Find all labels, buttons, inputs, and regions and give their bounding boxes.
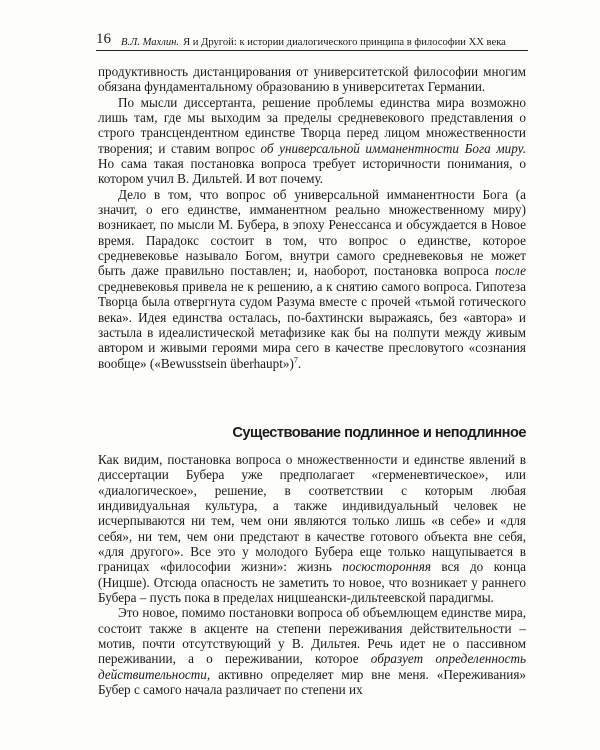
body-text-section-1 bbox=[98, 64, 526, 371]
paragraph-text: средневековья привела не к решению, а к снятию самого вопроса. Гипотеза Творца была отвергнута судом Разума вместе с прочей «тьмой готического века». Идея единства осталась, по-бахтински выражаясь, без «автора» и застыла в идеалистической метафизике как бы на полпути между живым автором и живыми героями мира сего в качестве пресловутого «сознания вообще» («Bewusstsein überhaupt») bbox=[98, 278, 526, 371]
footnote-marker: 7 bbox=[293, 355, 298, 365]
running-title bbox=[121, 37, 506, 48]
emphasis-text: образует определенность действительности, bbox=[98, 651, 526, 682]
emphasis-text: посюсторонняя bbox=[342, 559, 431, 575]
emphasis-text: после bbox=[495, 263, 526, 279]
paragraph-text: активно определяет мир вне меня. «Переживания» Бубер с самого начала различает по степени их bbox=[98, 666, 526, 698]
paragraph bbox=[98, 95, 526, 187]
paragraph-text: Это новое, помимо постановки вопроса об объемлющем единстве мира, состоит также в акценте на степени переживания действительности – мотив, почти отсутствующий у В. Дильтея. Речь идет не о пассивном переживании, а о переживании, которое bbox=[98, 605, 526, 667]
paragraph-text: Но сама такая постановка вопроса требует историчности понимания, о котором учил В. Дильтей. И вот почему. bbox=[98, 156, 526, 187]
running-head-author: В.Л. Махлин. bbox=[121, 37, 180, 48]
paragraph bbox=[98, 187, 526, 371]
paragraph bbox=[98, 452, 526, 605]
page-number: 16 bbox=[96, 31, 111, 47]
paragraph bbox=[98, 64, 526, 95]
running-head bbox=[96, 26, 528, 48]
body-text-section-2 bbox=[98, 452, 526, 698]
paragraph-text: Как видим, постановка вопроса о множественности и единстве явлений в диссертации Бубера уже предполагает «герменевтическое», или «диалогическое», решение, в соответствии с которым любая индивидуальная культура, а также индивидуальный человек не исчерпываются ни тем, чем они являются только лишь «в себе» и «для себя», ни тем, чем они предстают в качестве готового объекта вне себя, «для другого». Все это у молодого Бубера еще только нащупывается в границах «философии жизни»: жизнь bbox=[98, 452, 526, 575]
header-rule bbox=[96, 50, 528, 51]
paragraph-text: продуктивность дистанцирования от университетской философии многим обязана фундаментальному образованию в университетах Германии. bbox=[98, 64, 526, 95]
paragraph-text: Дело в том, что вопрос об универсальной имманентности Бога (а значит, о его единстве, имманентном реально множественному миру) возникает, по мысли М. Бубера, в эпоху Ренессанса и обсуждается в Новое время. Парадокс состоит в том, что вопрос о единстве, которое средневековье называло Богом, внутри самого средневековья не может быть даже правильно поставлен; и, наоборот, постановка вопроса bbox=[98, 186, 526, 279]
paragraph-text: По мысли диссертанта, решение проблемы единства мира возможно лишь там, где мы выходим за пределы средневекового представления о строго трансцендентном единстве Творца перед лицом множественности творения; и ставим вопрос bbox=[98, 94, 526, 156]
emphasis-text: об универсальной имманентности Бога миру. bbox=[260, 140, 527, 156]
paragraph-text: вся до конца (Ницше). Отсюда опасность не заметить то новое, что возникает у раннего Бубера – пусть пока в пределах ницшеански-дильтеевской парадигмы. bbox=[98, 559, 526, 606]
running-head-title: Я и Другой: к истории диалогического принципа в философии XX века bbox=[183, 37, 506, 48]
paragraph-text: . bbox=[297, 355, 302, 371]
paragraph bbox=[98, 605, 526, 697]
section-heading: Существование подлинное и неподлинное bbox=[232, 425, 526, 441]
